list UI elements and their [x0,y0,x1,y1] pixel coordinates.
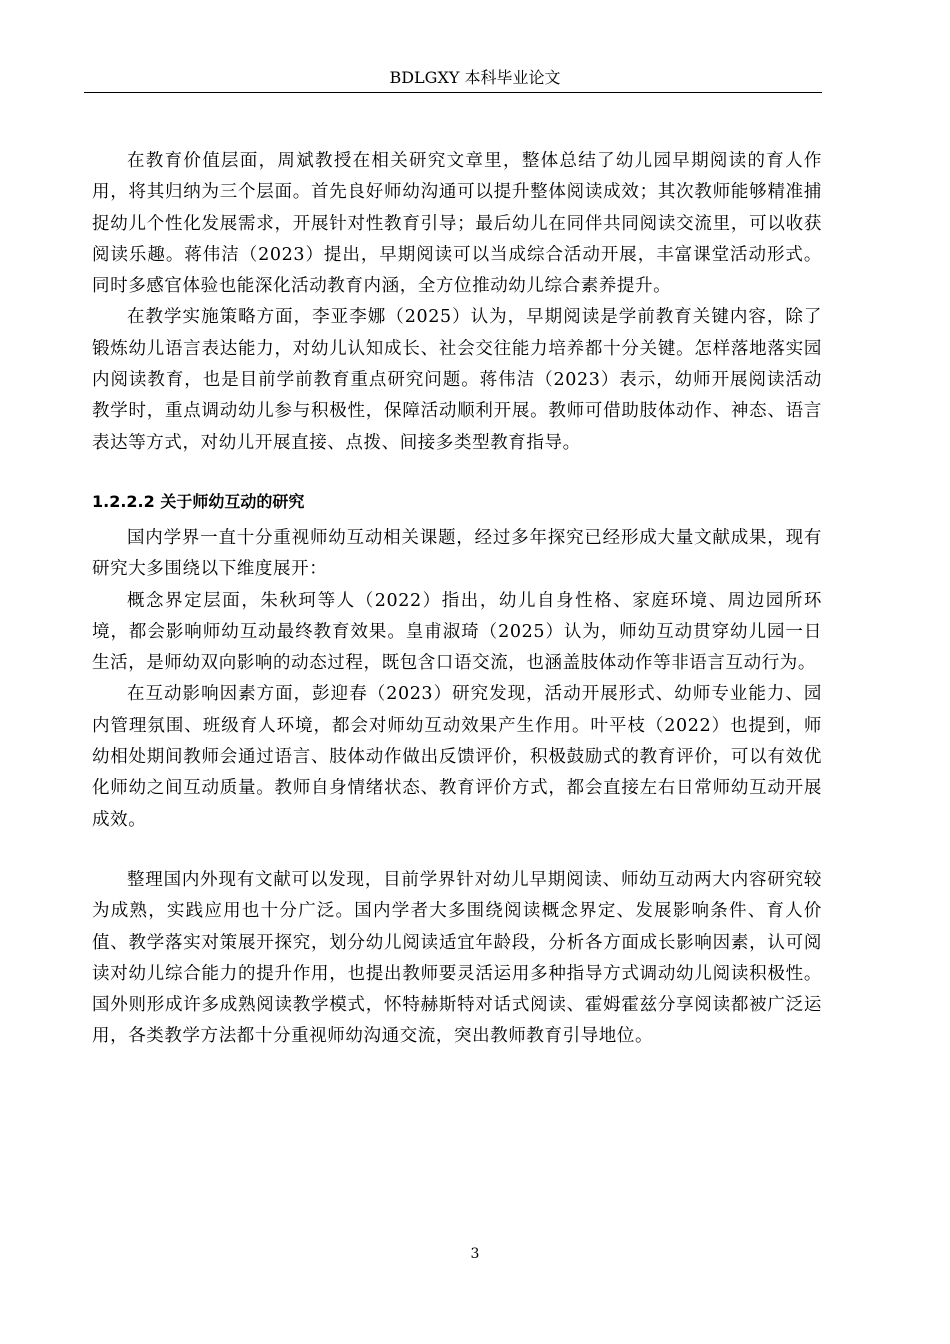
paragraph-concept-definition: 概念界定层面，朱秋珂等人（2022）指出，幼儿自身性格、家庭环境、周边园所环境，都会影响师幼互动最终教育效果。皇甫淑琦（2025）认为，师幼互动贯穿幼儿园一日生活，是师幼双向影响的动态过程，既包含口语交流，也涵盖肢体动作等非语言互动行为。 [92,590,822,674]
section-heading: 1.2.2.2 关于师幼互动的研究 [92,491,305,511]
running-header: BDLGXY 本科毕业论文 [389,68,561,87]
paragraph-influence-factors: 在互动影响因素方面，彭迎春（2023）研究发现，活动开展形式、幼师专业能力、园内管理氛围、班级育人环境，都会对师幼互动效果产生作用。叶平枝（2022）也提到，师幼相处期间教师会通过语言、肢体动作做出反馈评价，积极鼓励式的教育评价，可以有效优化师幼之间互动质量。教师自身情绪状态、教育评价方式，都会直接左右日常师幼互动开展成效。 [92,684,822,830]
page-number: 3 [470,1246,480,1262]
body-content [92,146,822,1053]
header-divider [84,92,822,93]
spacer [92,836,822,865]
paragraph-intro: 国内学界一直十分重视师幼互动相关课题，经过多年探究已经形成大量文献成果，现有研究大多围绕以下维度展开： [92,527,822,580]
paragraph-education-value: 在教育价值层面，周斌教授在相关研究文章里，整体总结了幼儿园早期阅读的育人作用，将其归纳为三个层面。首先良好师幼沟通可以提升整体阅读成效；其次教师能够精准捕捉幼儿个性化发展需求，开展针对性教育引导；最后幼儿在同伴共同阅读交流里，可以收获阅读乐趣。蒋伟洁（2023）提出，早期阅读可以当成综合活动开展，丰富课堂活动形式。同时多感官体验也能深化活动教育内涵，全方位推动幼儿综合素养提升。 [92,151,822,297]
paragraph-summary: 整理国内外现有文献可以发现，目前学界针对幼儿早期阅读、师幼互动两大内容研究较为成熟，实践应用也十分广泛。国内学者大多围绕阅读概念界定、发展影响条件、育人价值、教学落实对策展开探究，划分幼儿阅读适宜年龄段，分析各方面成长影响因素，认可阅读对幼儿综合能力的提升作用，也提出教师要灵活运用多种指导方式调动幼儿阅读积极性。国外则形成许多成熟阅读教学模式，怀特赫斯特对话式阅读、霍姆霍兹分享阅读都被广泛运用，各类教学方法都十分重视师幼沟通交流，突出教师教育引导地位。 [92,869,822,1047]
spacer [92,459,822,489]
paragraph-teaching-strategy: 在教学实施策略方面，李亚李娜（2025）认为，早期阅读是学前教育关键内容，除了锻炼幼儿语言表达能力，对幼儿认知成长、社会交往能力培养都十分关键。怎样落地落实园内阅读教育，也是目前学前教育重点研究问题。蒋伟洁（2023）表示，幼师开展阅读活动教学时，重点调动幼儿参与积极性，保障活动顺利开展。教师可借助肢体动作、神态、语言表达等方式，对幼儿开展直接、点拨、间接多类型教育指导。 [92,307,822,453]
